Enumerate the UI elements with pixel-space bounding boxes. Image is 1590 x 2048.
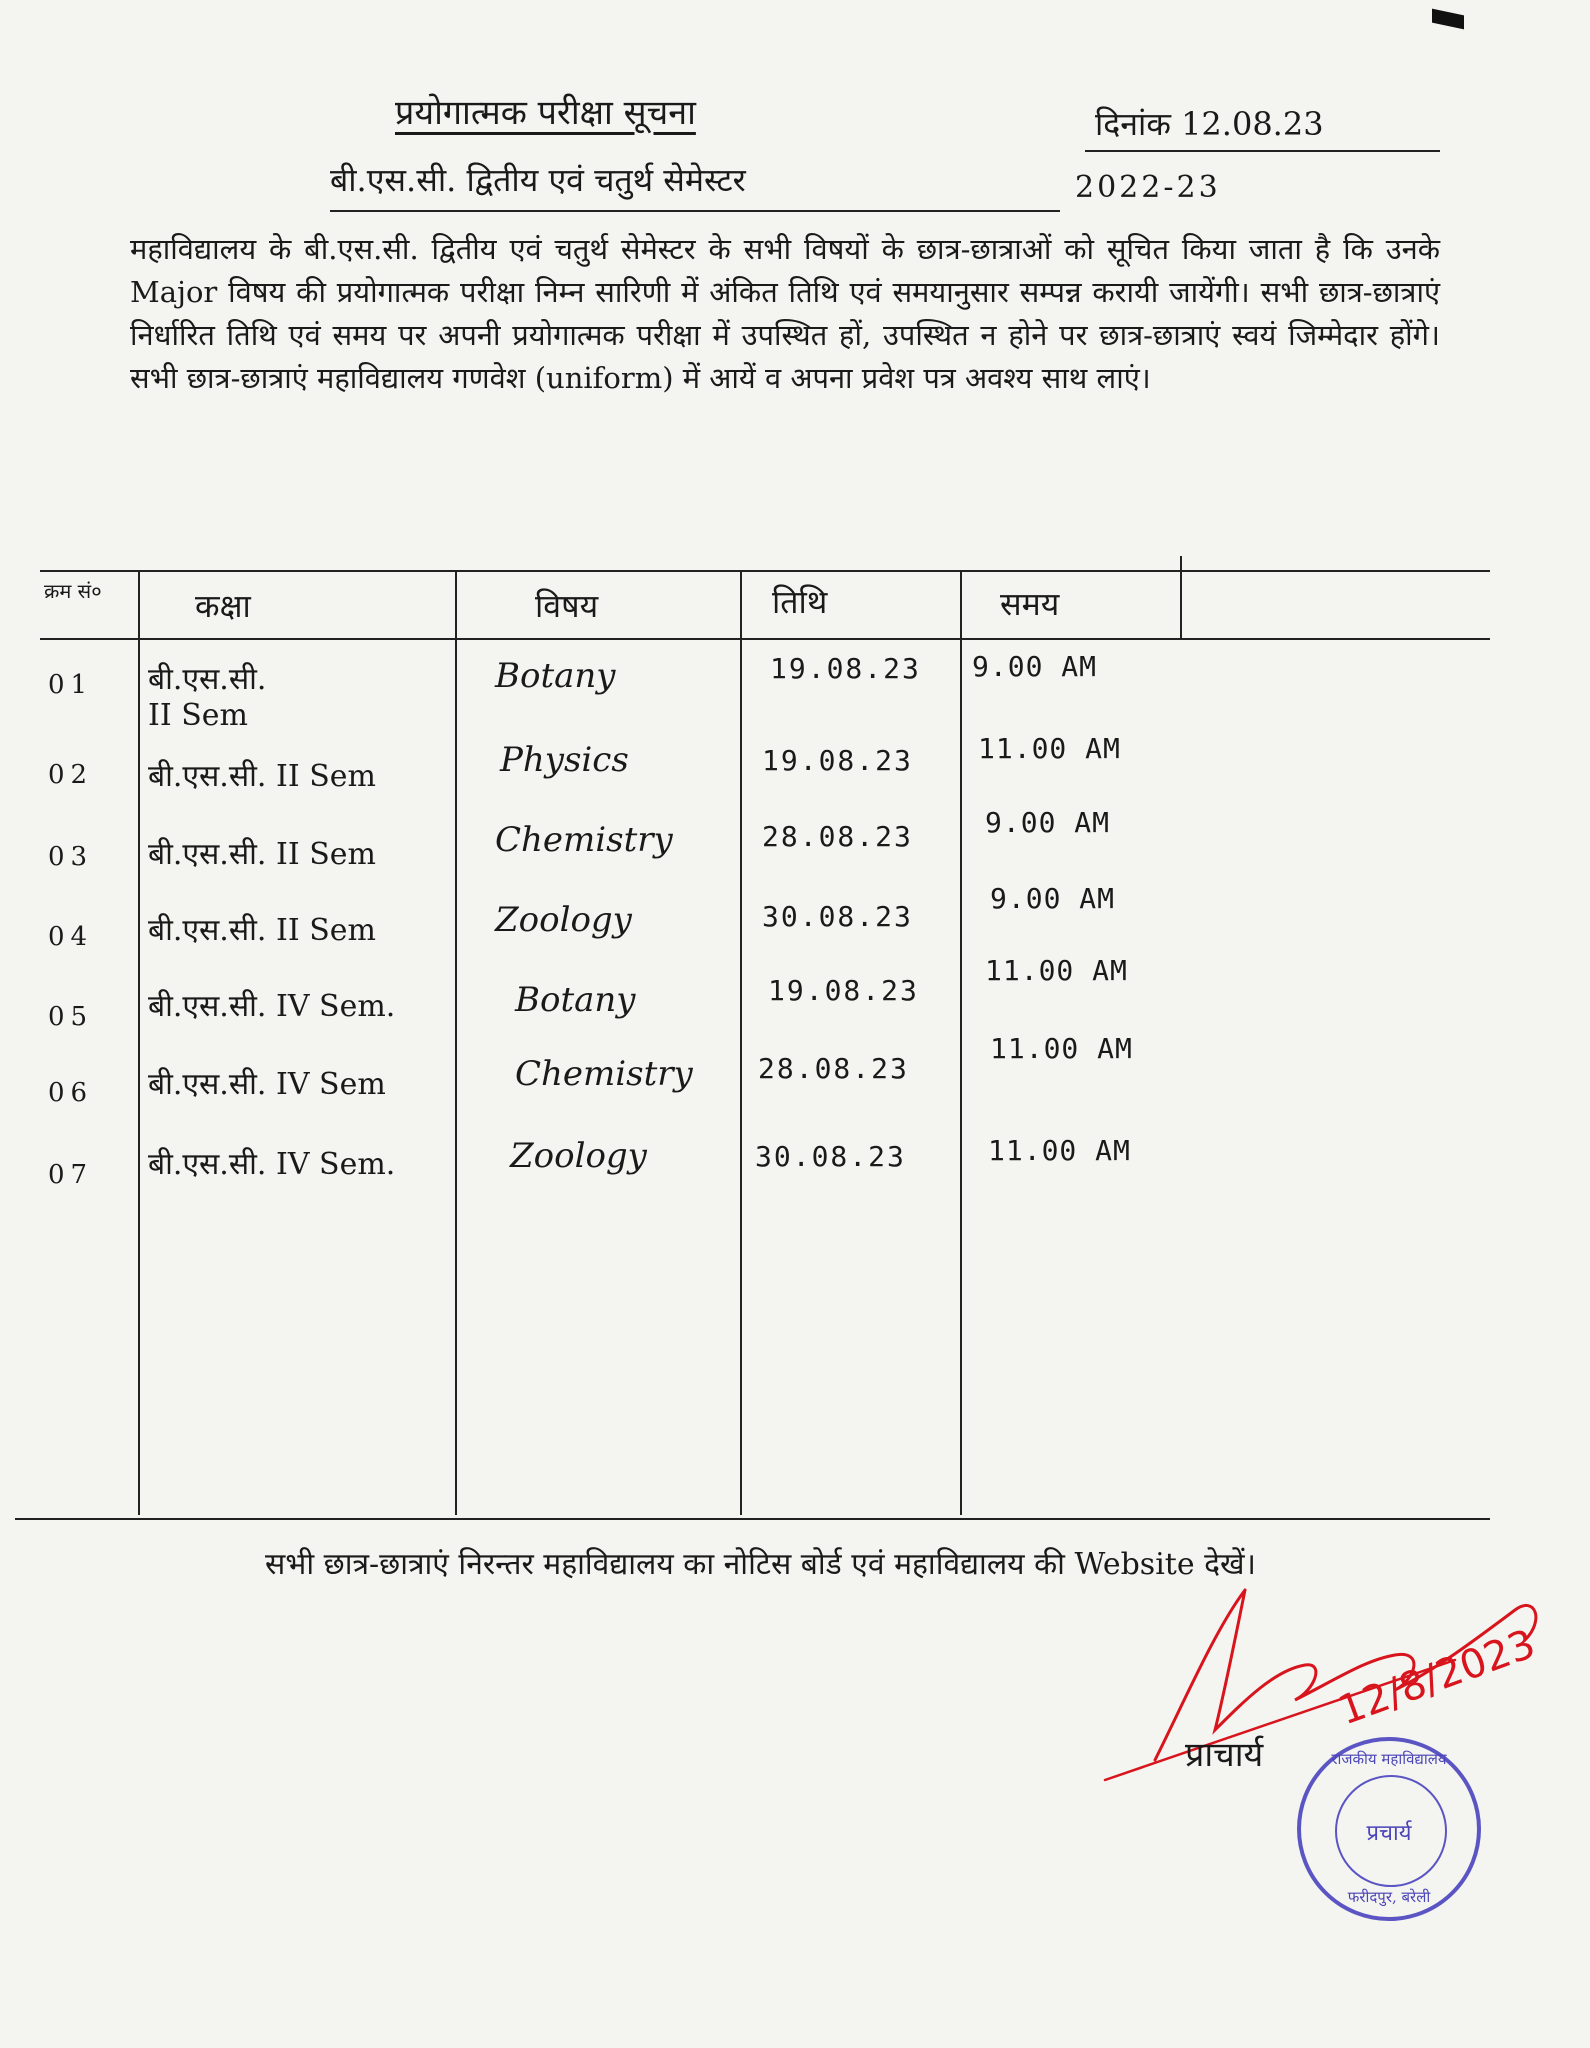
row-time: 9.00 AM [990, 882, 1116, 915]
row-serial: 05 [48, 1002, 94, 1032]
row-serial: 07 [48, 1160, 94, 1190]
table-col-divider [960, 570, 962, 1515]
table-bottom-border [15, 1518, 1490, 1520]
row-class: बी.एस.सी. IV Sem. [148, 1147, 396, 1182]
row-class: बी.एस.सी. IV Sem. [148, 989, 396, 1024]
table-header-border [40, 638, 1490, 640]
row-serial: 02 [48, 760, 94, 790]
table-col-divider [138, 570, 140, 1515]
college-seal [1297, 1737, 1481, 1921]
row-date: 28.08.23 [762, 820, 913, 853]
row-class: बी.एस.सी. IV Sem [148, 1067, 386, 1102]
row-date: 30.08.23 [755, 1140, 906, 1173]
row-time: 9.00 AM [985, 806, 1111, 839]
row-subject: Zoology [495, 900, 632, 940]
seal-top-text: राजकीय महाविद्यालय [1331, 1750, 1447, 1768]
row-date: 19.08.23 [770, 652, 921, 685]
row-time: 11.00 AM [985, 954, 1128, 987]
notice-body: महाविद्यालय के बी.एस.सी. द्वितीय एवं चतुर्थ सेमेस्टर के सभी विषयों के छात्र-छात्राओं को सूचित किया जाता है कि उनके Major विषय की प्रयोगात्मक परीक्षा निम्न सारिणी में अंकित तिथि एवं समयानुसार सम्पन्न करायी जायेंगी। सभी छात्र-छात्राएं निर्धारित तिथि एवं समय पर अपनी प्रयोगात्मक परीक्षा में उपस्थित हों, उपस्थित न होने पर छात्र-छात्राएं स्वयं जिम्मेदार होंगे। सभी छात्र-छात्राएं महाविद्यालय गणवेश (uniform) में आयें व अपना प्रवेश पत्र अवश्य साथ लाएं। [130, 232, 1440, 395]
row-class: बी.एस.सी. II Sem [148, 662, 267, 733]
row-subject: Physics [500, 740, 629, 780]
row-date: 28.08.23 [758, 1052, 909, 1085]
row-serial: 03 [48, 842, 94, 872]
row-serial: 01 [48, 670, 94, 700]
header-time: समय [1000, 585, 1060, 623]
row-date: 30.08.23 [762, 900, 913, 933]
corner-mark [1432, 9, 1464, 30]
schedule-table [40, 570, 1490, 1525]
row-date: 19.08.23 [768, 974, 919, 1007]
row-time: 9.00 AM [972, 650, 1098, 683]
row-serial: 06 [48, 1078, 94, 1108]
table-col-divider [740, 570, 742, 1515]
row-class: बी.एस.सी. II Sem [148, 759, 376, 794]
header-date: तिथि [772, 583, 828, 621]
row-subject: Chemistry [515, 1054, 693, 1094]
table-top-border [40, 570, 1490, 572]
principal-label: प्राचार्य [1185, 1735, 1264, 1775]
row-subject: Botany [495, 656, 616, 696]
footer-note: सभी छात्र-छात्राएं निरन्तर महाविद्यालय का नोटिस बोर्ड एवं महाविद्यालय की Website देखें। [265, 1547, 1256, 1582]
seal-center-text: प्रचार्य [1366, 1821, 1412, 1846]
row-time: 11.00 AM [990, 1032, 1133, 1065]
date-underline [1085, 150, 1440, 152]
row-serial: 04 [48, 922, 94, 952]
header-class: कक्षा [195, 587, 251, 625]
row-subject: Botany [515, 980, 636, 1020]
row-class: बी.एस.सी. II Sem [148, 837, 376, 872]
notice-subtitle: बी.एस.सी. द्वितीय एवं चतुर्थ सेमेस्टर [330, 161, 746, 199]
table-col-divider [455, 570, 457, 1515]
signature-date: 12/8/2023 [1332, 1621, 1542, 1735]
notice-date: दिनांक 12.08.23 [1095, 105, 1324, 143]
header-subject: विषय [535, 587, 599, 625]
subtitle-underline [330, 210, 1060, 212]
table-col-divider [1180, 556, 1182, 638]
row-class: बी.एस.सी. II Sem [148, 913, 376, 948]
row-time: 11.00 AM [978, 732, 1121, 765]
header-serial: क्रम सं० [44, 579, 102, 603]
seal-bottom-text: फरीदपुर, बरेली [1347, 1888, 1431, 1906]
row-subject: Chemistry [495, 820, 673, 860]
session-year: 2022-23 [1075, 170, 1221, 205]
row-date: 19.08.23 [762, 744, 913, 777]
row-subject: Zoology [510, 1136, 647, 1176]
row-time: 11.00 AM [988, 1134, 1131, 1167]
notice-title: प्रयोगात्मक परीक्षा सूचना [395, 93, 696, 133]
